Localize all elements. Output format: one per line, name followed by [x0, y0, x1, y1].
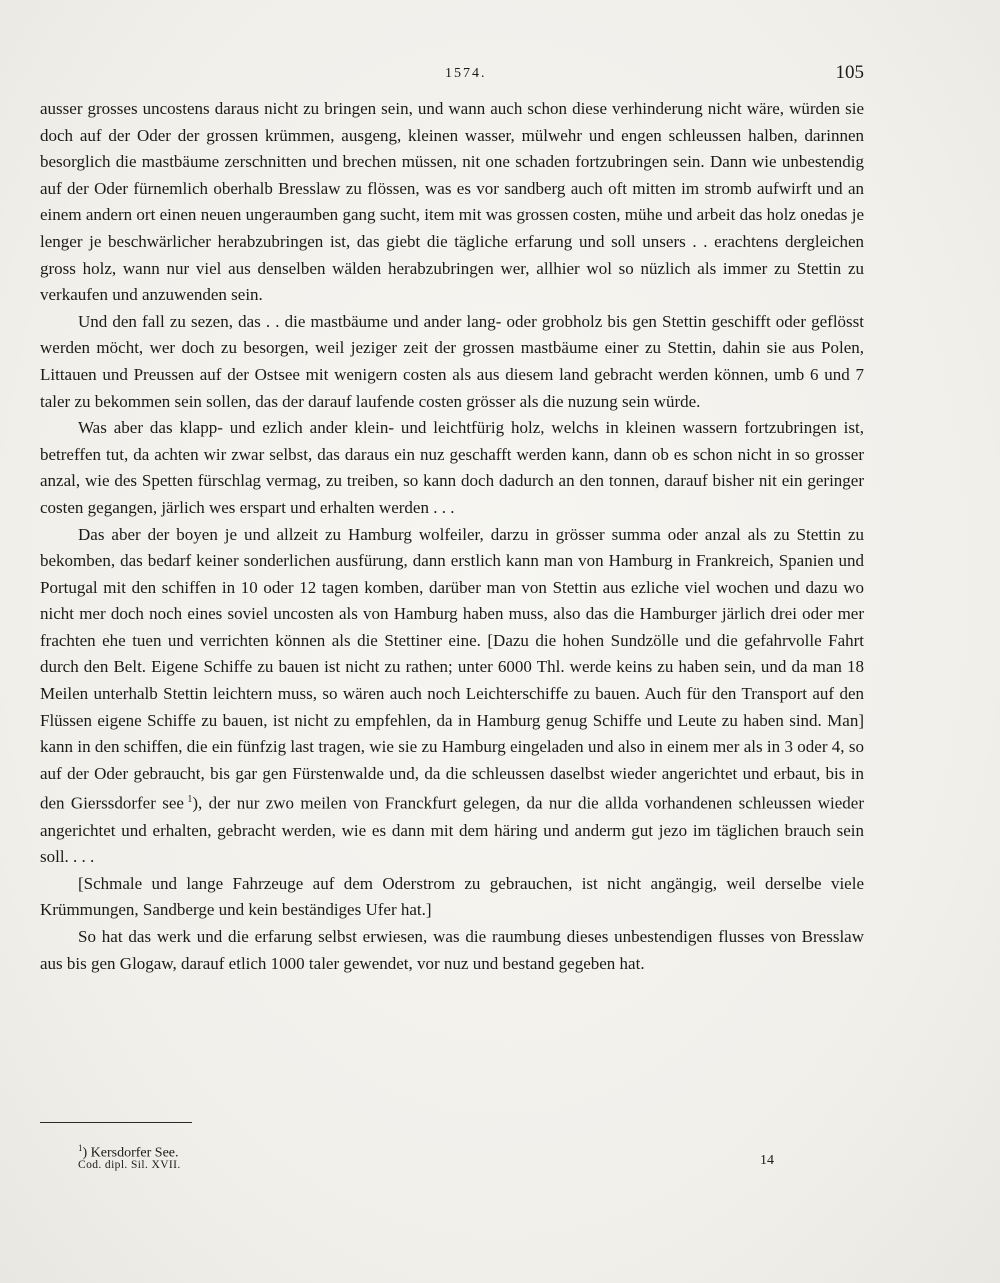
paragraph-with-footnote — [40, 522, 864, 871]
sheet-signature: Cod. dipl. Sil. XVII. — [78, 1159, 181, 1171]
paragraph-text-continued: ), der nur zwo meilen von Franckfurt gelegen, da nur die allda vorhandenen schleussen wieder angerichtet und erhalten, gebracht werden, wie es dann mit dem häring und anderm gut jezo im täglichen brauch sein soll. . . . — [40, 794, 864, 867]
page-number: 105 — [835, 62, 864, 83]
paragraph-editorial: [Schmale und lange Fahrzeuge auf dem Oderstrom zu gebrauchen, ist nicht angängig, weil derselbe viele Krümmungen, Sandberge und kein beständiges Ufer hat.] — [40, 873, 864, 920]
paragraph: So hat das werk und die erfarung selbst erwiesen, was die raumbung dieses unbestendigen flusses von Bresslaw aus bis gen Glogaw, darauf etlich 1000 taler gewendet, vor nuz und bestand gegeben hat. — [40, 927, 864, 973]
footnote-rule — [40, 1122, 192, 1123]
footnote-text: ) Kersdorfer See. — [82, 1145, 179, 1161]
sheet-number: 14 — [760, 1153, 774, 1168]
paragraph: Und den fall zu sezen, das . . die mastbäume und ander lang- oder grobholz bis gen Stettin geschifft oder geflösst werden möcht, wer doch zu besorgen, weil jeziger zeit der grossen mastbäume einer zu Stettin, dahin sie aus Polen, Littauen und Preussen auf der Ostsee mit wenigern costen als aus diesem land gebracht werden können, umb 6 und 7 taler zu bekommen sein sollen, das der darauf laufende costen grösser als die nuzung sein würde. — [40, 311, 864, 411]
paragraph: Was aber das klapp- und ezlich ander klein- und leichtfürig holz, welchs in kleinen wassern fortzubringen ist, betreffen tut, da achten wir zwar selbst, das daraus ein nuz geschafft werden kann, dann ob es schon nicht in so grosser anzal, wie des Spetten fürschlag vermag, zu treiben, so kann doch dadurch an den tonnen, darauf bisher nit ein geringer costen gegangen, järlich wes erspart und erhalten werden . . . — [40, 418, 864, 517]
footnote-reference: 1 — [187, 794, 193, 806]
running-head-year: 1574. — [445, 66, 487, 81]
paragraph-continuation: ausser grosses uncostens daraus nicht zu bringen sein, und wann auch schon diese verhinderung nicht wäre, würden sie doch auf der Oder der grossen krümmen, ausgeng, kleinen wasser, mülwehr und engen schleussen halben, darinnen besorglich die mastbäume zerschnitten und brechen müssen, nit one schaden fortzubringen sein. Dann wie unbestendig auf der Oder fürnemlich oberhalb Bresslaw zu flössen, was es vor sandberg auch oft mitten im stromb aufwirft und an einem andern ort einen neuen ungeraumben gang sucht, item mit was grossen costen, mühe und arbeit das holz onedas je lenger je beschwärlicher herabzubringen ist, das giebt die tägliche erfarung und soll unsers . . erachtens dergleichen gross holz, wann nur viel aus denselben wälden herabzubringen wer, allhier wol so nüzlich als immer zu Stettin zu verkaufen und anzuwenden sein. — [40, 99, 864, 305]
footnote-marker: 1 — [78, 1143, 83, 1153]
paragraph-text: Das aber der boyen je und allzeit zu Hamburg wolfeiler, darzu in grösser summa oder anzal als zu Stettin zu bekomben, das bedarf keiner sonderlichen ausfürung, dann erstlich kann man von Hamburg in Frankreich, Spanien und Portugal mit den schiffen in 10 oder 12 tagen komben, darüber man von Stettin aus ezliche viel wochen und dazu wo nicht mer doch noch eines soviel uncosten als von Hamburg haben muss, also das die Hamburger järlich drei oder mer frachten ehe tuen und verrichten können als die Stettiner eine. [Dazu die hohen Sundzölle und die gefahrvolle Fahrt durch den Belt. Eigene Schiffe zu bauen ist nicht zu rathen; unter 6000 Thl. werde keins zu haben sein, und da man 18 Meilen unterhalb Stettin leichtern muss, so wären auch noch Leichterschiffe zu bauen. Auch für den Transport auf den Flüssen eigene Schiffe zu bauen, ist nicht zu empfehlen, da in Hamburg genug Schiffe und Leute zu haben sind. Man] kann in den schiffen, die ein fünfzig last tragen, wie sie zu Hamburg eingeladen und also in einem mer als in 3 oder 4, so auf der Oder gebraucht, bis gar gen Fürstenwalde und, da die schleussen daselbst wieder angerichtet und erbaut, bis in den Gierssdorfer see — [40, 524, 864, 814]
body-text — [40, 96, 864, 977]
page-header — [40, 62, 864, 86]
